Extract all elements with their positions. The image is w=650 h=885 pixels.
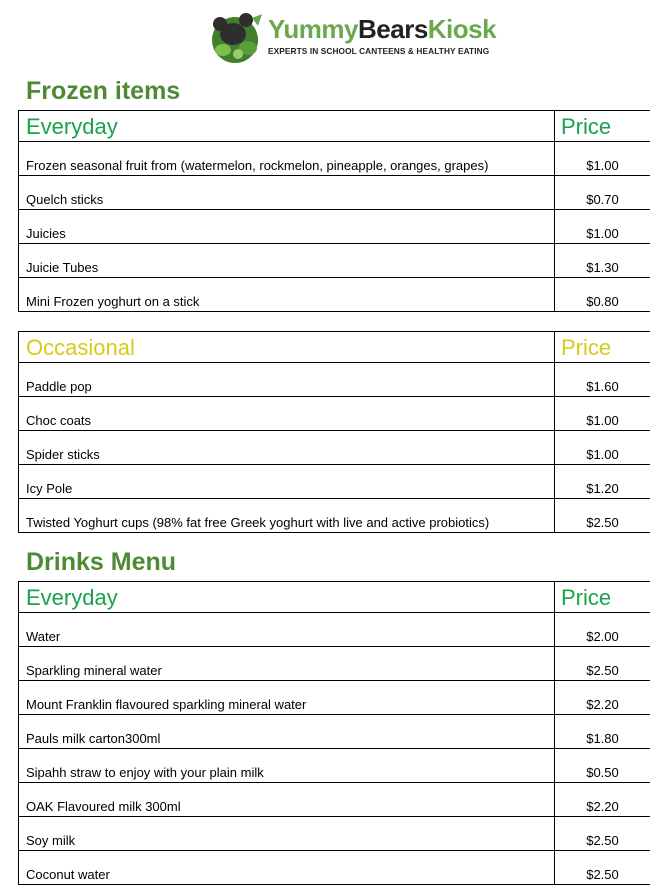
item-price: $2.20 (555, 783, 650, 817)
item-name: Soy milk (19, 817, 555, 851)
item-name: Mini Frozen yoghurt on a stick (19, 278, 555, 312)
brand-tagline: EXPERTS IN SCHOOL CANTEENS & HEALTHY EATING (268, 46, 489, 56)
item-name: Mount Franklin flavoured sparkling mineral water (19, 681, 555, 715)
table-row (19, 681, 650, 715)
item-name: Twisted Yoghurt cups (98% fat free Greek yoghurt with live and active probiotics) (19, 499, 555, 533)
item-price: $1.00 (555, 397, 650, 431)
item-name: Water (19, 613, 555, 647)
brand-wordmark: YummyBearsKiosk (268, 14, 496, 45)
item-name: Sipahh straw to enjoy with your plain milk (19, 749, 555, 783)
frozen-occasional-table (18, 331, 650, 533)
item-name: Pauls milk carton300ml (19, 715, 555, 749)
table-row (19, 749, 650, 783)
item-price: $2.50 (555, 817, 650, 851)
item-price: $2.50 (555, 647, 650, 681)
item-price: $2.00 (555, 613, 650, 647)
table-row (19, 613, 650, 647)
item-name: Quelch sticks (19, 176, 555, 210)
item-price: $0.70 (555, 176, 650, 210)
table-row (19, 176, 650, 210)
item-name: OAK Flavoured milk 300ml (19, 783, 555, 817)
item-name: Frozen seasonal fruit from (watermelon, rockmelon, pineapple, oranges, grapes) (19, 142, 555, 176)
frozen-everyday-table (18, 110, 650, 312)
table-row (19, 244, 650, 278)
item-name: Juicie Tubes (19, 244, 555, 278)
item-name: Paddle pop (19, 363, 555, 397)
price-heading: Price (555, 582, 650, 613)
table-header-row (19, 332, 650, 363)
drinks-everyday-table (18, 581, 650, 885)
item-price: $1.80 (555, 715, 650, 749)
table-row (19, 499, 650, 533)
table-row (19, 851, 650, 885)
table-row (19, 817, 650, 851)
table-row (19, 465, 650, 499)
item-price: $1.60 (555, 363, 650, 397)
frozen-section-title: Frozen items (26, 77, 180, 106)
item-price: $2.50 (555, 851, 650, 885)
item-price: $1.00 (555, 142, 650, 176)
item-price: $1.30 (555, 244, 650, 278)
item-name: Juicies (19, 210, 555, 244)
table-row (19, 715, 650, 749)
item-price: $0.80 (555, 278, 650, 312)
item-price: $1.00 (555, 210, 650, 244)
item-price: $2.50 (555, 499, 650, 533)
brand-logo (208, 8, 478, 66)
table-row (19, 431, 650, 465)
drinks-section-title: Drinks Menu (26, 548, 176, 577)
bear-veggie-logo-icon (208, 10, 266, 66)
item-name: Sparkling mineral water (19, 647, 555, 681)
price-heading: Price (555, 332, 650, 363)
category-heading: Everyday (19, 582, 555, 613)
item-name: Spider sticks (19, 431, 555, 465)
item-name: Choc coats (19, 397, 555, 431)
item-price: $2.20 (555, 681, 650, 715)
item-price: $0.50 (555, 749, 650, 783)
item-price: $1.20 (555, 465, 650, 499)
category-heading: Occasional (19, 332, 555, 363)
table-row (19, 278, 650, 312)
table-row (19, 647, 650, 681)
table-row (19, 210, 650, 244)
table-row (19, 397, 650, 431)
item-price: $1.00 (555, 431, 650, 465)
table-row (19, 142, 650, 176)
price-heading: Price (555, 111, 650, 142)
table-row (19, 783, 650, 817)
item-name: Coconut water (19, 851, 555, 885)
table-row (19, 363, 650, 397)
category-heading: Everyday (19, 111, 555, 142)
table-header-row (19, 111, 650, 142)
item-name: Icy Pole (19, 465, 555, 499)
table-header-row (19, 582, 650, 613)
